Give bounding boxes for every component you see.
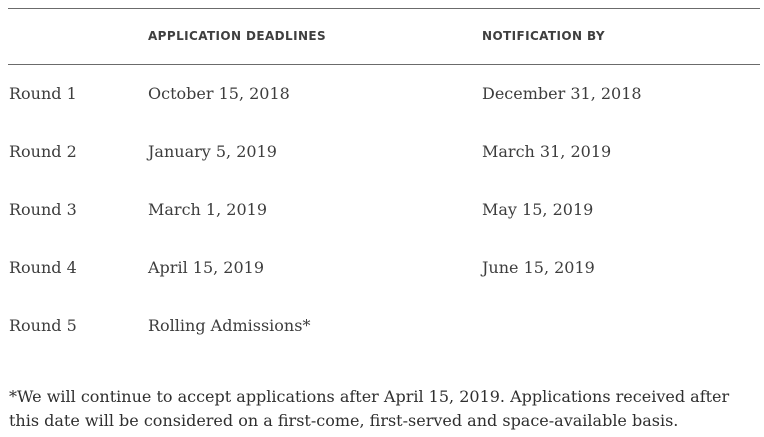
deadline-value: October 15, 2018 (148, 84, 290, 103)
notification-value: June 15, 2019 (482, 258, 595, 277)
deadline-value: January 5, 2019 (148, 142, 277, 161)
header-application-deadlines: APPLICATION DEADLINES (148, 29, 327, 43)
table-row (8, 239, 760, 297)
deadline-value: March 1, 2019 (148, 200, 267, 219)
table-row (8, 181, 760, 239)
round-label: Round 5 (9, 316, 77, 335)
header-notification-by: NOTIFICATION BY (482, 29, 605, 43)
notification-value: March 31, 2019 (482, 142, 612, 161)
deadline-value: April 15, 2019 (148, 258, 265, 277)
footnote-text: *We will continue to accept applications after April 15, 2019. Applications received after this date will be considered on a first-come, first-served and space-available basis. (9, 387, 730, 430)
round-label: Round 4 (9, 258, 77, 277)
table-row (8, 65, 760, 123)
round-label: Round 1 (9, 84, 77, 103)
notification-value: December 31, 2018 (482, 84, 642, 103)
round-label: Round 3 (9, 200, 77, 219)
table-header-row (8, 9, 760, 64)
deadline-value: Rolling Admissions* (148, 316, 311, 335)
table-row (8, 123, 760, 181)
deadlines-table (8, 8, 760, 355)
table-row (8, 297, 760, 355)
notification-value: May 15, 2019 (482, 200, 594, 219)
round-label: Round 2 (9, 142, 77, 161)
